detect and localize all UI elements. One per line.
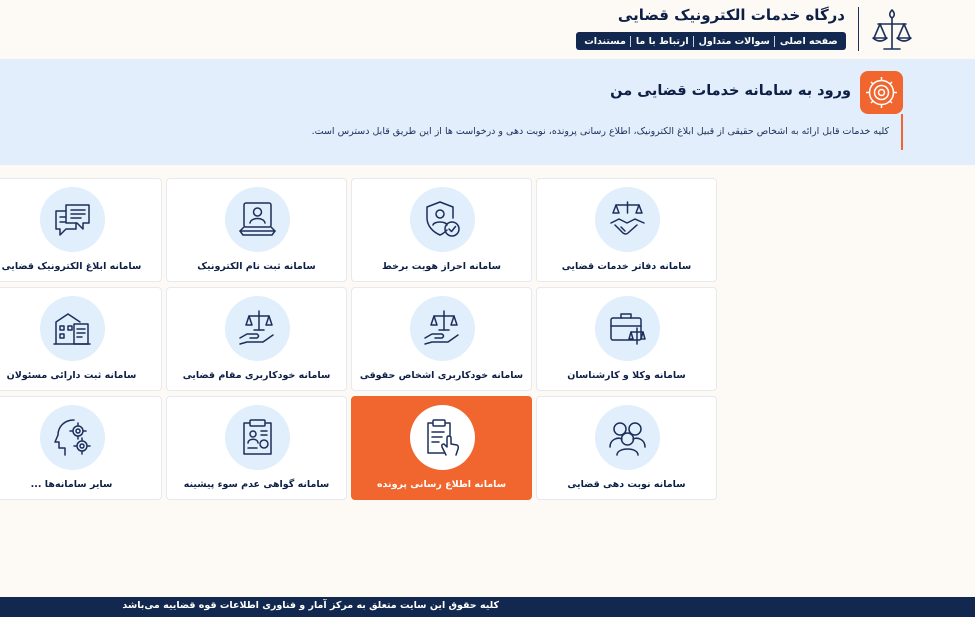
service-icon-circle: [410, 187, 475, 252]
service-label: سامانه نوبت دهی قضایی: [567, 479, 686, 490]
service-label: سامانه اطلاع رسانی پرونده: [376, 479, 507, 490]
service-icon-circle: [40, 296, 105, 361]
service-label: سامانه ثبت دارائی مسئولان: [6, 370, 137, 381]
shield-check-icon: [422, 199, 463, 240]
service-label: سامانه دفاتر خدمات قضایی: [561, 261, 692, 272]
main-nav: [576, 32, 846, 50]
service-card-identity[interactable]: [351, 178, 532, 282]
hand-scales-icon: [237, 308, 278, 349]
nav-faq[interactable]: سوالات متداول: [698, 35, 770, 47]
hand-scales-icon: [422, 308, 463, 349]
people-icon: [607, 417, 648, 458]
service-icon-circle: [595, 187, 660, 252]
head-gears-icon: [52, 417, 93, 458]
nav-separator: [774, 36, 775, 47]
service-label: سامانه خودکاربری اشخاص حقوقی: [359, 370, 524, 381]
briefcase-scales-icon: [607, 308, 648, 349]
service-icon-circle: [410, 405, 475, 470]
service-card-legal-entities[interactable]: [351, 287, 532, 391]
site-footer: [0, 597, 975, 617]
nav-separator: [630, 36, 631, 47]
service-label: سامانه خودکاربری مقام قضایی: [182, 370, 331, 381]
service-card-judicial-authority[interactable]: [166, 287, 347, 391]
service-icon-circle: [40, 187, 105, 252]
service-card-case-info[interactable]: [351, 396, 532, 500]
service-label: سایر سامانه‌ها ...: [30, 479, 113, 490]
service-label: سامانه وکلا و کارشناسان: [567, 370, 686, 381]
service-icon-circle: [410, 296, 475, 361]
service-icon-circle: [595, 405, 660, 470]
service-icon-circle: [225, 405, 290, 470]
building-document-icon: [52, 308, 93, 349]
intro-banner: [0, 59, 975, 165]
service-icon-circle: [40, 405, 105, 470]
judiciary-emblem-icon[interactable]: [868, 6, 916, 54]
banner-accent-line: [901, 114, 903, 150]
handshake-scales-icon: [607, 199, 648, 240]
service-icon-circle: [595, 296, 660, 361]
clipboard-touch-icon: [422, 417, 463, 458]
service-icon-circle: [225, 296, 290, 361]
chat-bubbles-icon: [52, 199, 93, 240]
service-card-lawyers[interactable]: [536, 287, 717, 391]
nav-home[interactable]: صفحه اصلی: [779, 35, 838, 47]
service-label: سامانه ابلاغ الکترونیک قضایی: [1, 261, 142, 272]
service-card-assets[interactable]: [0, 287, 162, 391]
nav-contact[interactable]: ارتباط با ما: [635, 35, 689, 47]
site-title: درگاه خدمات الکترونیک قضایی: [617, 6, 845, 24]
nav-docs[interactable]: مستندات: [584, 35, 626, 47]
service-label: سامانه احراز هویت برخط: [381, 261, 501, 272]
service-card-notification[interactable]: [0, 178, 162, 282]
target-gear-icon: [860, 71, 903, 114]
nav-separator: [693, 36, 694, 47]
header-divider: [858, 7, 859, 51]
service-card-appointments[interactable]: [536, 396, 717, 500]
copyright-text: کلیه حقوق این سایت متعلق به مرکز آمار و فناوری اطلاعات قوه قضاییه می‌باشد: [122, 600, 499, 611]
service-card-others[interactable]: [0, 396, 162, 500]
service-label: سامانه ثبت نام الکترونیک: [197, 261, 316, 272]
service-card-offices[interactable]: [536, 178, 717, 282]
service-label: سامانه گواهی عدم سوء پیشینه: [183, 479, 330, 490]
banner-description: کلیه خدمات قابل ارائه به اشخاص حقیقی از قبیل ابلاغ الکترونیک، اطلاع رسانی پرونده، نوبت دهی و درخواست ها از این طریق قابل دسترس است.: [311, 126, 889, 137]
service-card-registration[interactable]: [166, 178, 347, 282]
site-header: [0, 0, 975, 58]
laptop-user-icon: [237, 199, 278, 240]
banner-title: ورود به سامانه خدمات قضایی من: [610, 83, 851, 99]
certificate-icon: [237, 417, 278, 458]
service-icon-circle: [225, 187, 290, 252]
service-card-clearance[interactable]: [166, 396, 347, 500]
banner-icon-box: [860, 71, 903, 114]
